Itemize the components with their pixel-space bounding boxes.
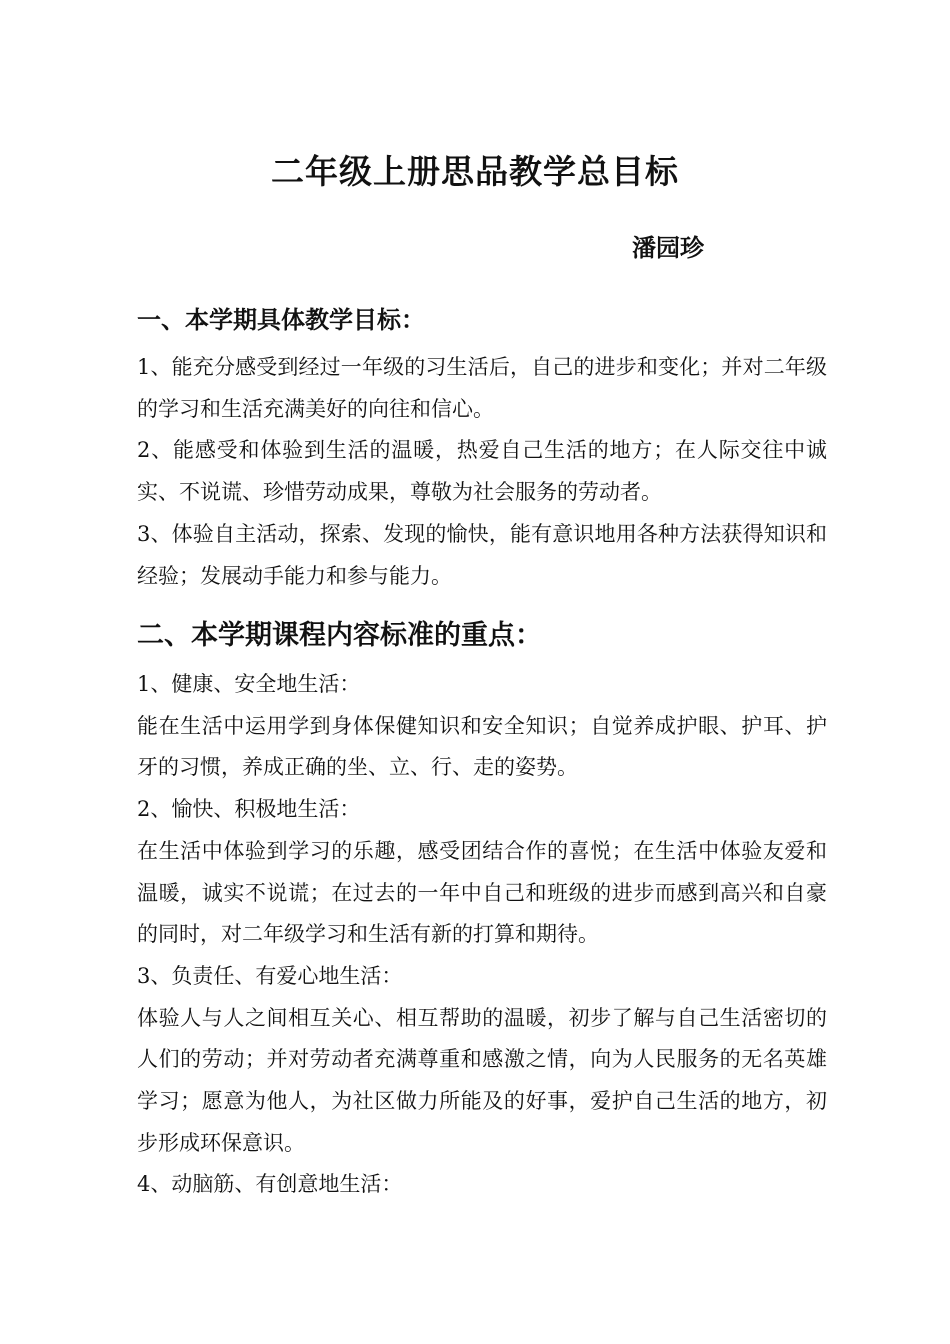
- section-body-2: [137, 664, 827, 1206]
- paragraph: 2、能感受和体验到生活的温暖，热爱自己生活的地方；在人际交往中诚实、不说谎、珍惜劳动成果，尊敬为社会服务的劳动者。: [137, 438, 827, 505]
- document-title: 二年级上册思品教学总目标: [271, 152, 679, 191]
- item-label: 3、负责任、有爱心地生活：: [137, 963, 403, 988]
- paragraph: 3、体验自主活动，探索、发现的愉快，能有意识地用各种方法获得知识和经验；发展动手能力和参与能力。: [137, 521, 827, 588]
- section-heading-1: 一、本学期具体教学目标：: [137, 306, 425, 334]
- section-heading-2: 二、本学期课程内容标准的重点：: [137, 620, 542, 651]
- item-text: 能在生活中运用学到身体保健知识和安全知识；自觉养成护眼、护耳、护牙的习惯，养成正确的坐、立、行、走的姿势。: [137, 713, 827, 780]
- item-label: 2、愉快、积极地生活：: [137, 797, 361, 822]
- item-label: 4、动脑筋、有创意地生活：: [137, 1172, 403, 1197]
- item-text: 在生活中体验到学习的乐趣，感受团结合作的喜悦；在生活中体验友爱和温暖，诚实不说谎；在过去的一年中自己和班级的进步而感到高兴和自豪的同时，对二年级学习和生活有新的打算和期待。: [137, 838, 827, 947]
- item-label: 1、健康、安全地生活：: [137, 672, 361, 696]
- section-body-1: [137, 347, 827, 597]
- item-text: 体验人与人之间相互关心、相互帮助的温暖，初步了解与自己生活密切的人们的劳动；并对劳动者充满尊重和感激之情，向为人民服务的无名英雄学习；愿意为他人，为社区做力所能及的好事，爱护自己生活的地方，初步形成环保意识。: [137, 1005, 827, 1155]
- author-name: 潘园珍: [632, 234, 704, 262]
- paragraph: 1、能充分感受到经过一年级的习生活后，自己的进步和变化；并对二年级的学习和生活充满美好的向往和信心。: [137, 355, 827, 421]
